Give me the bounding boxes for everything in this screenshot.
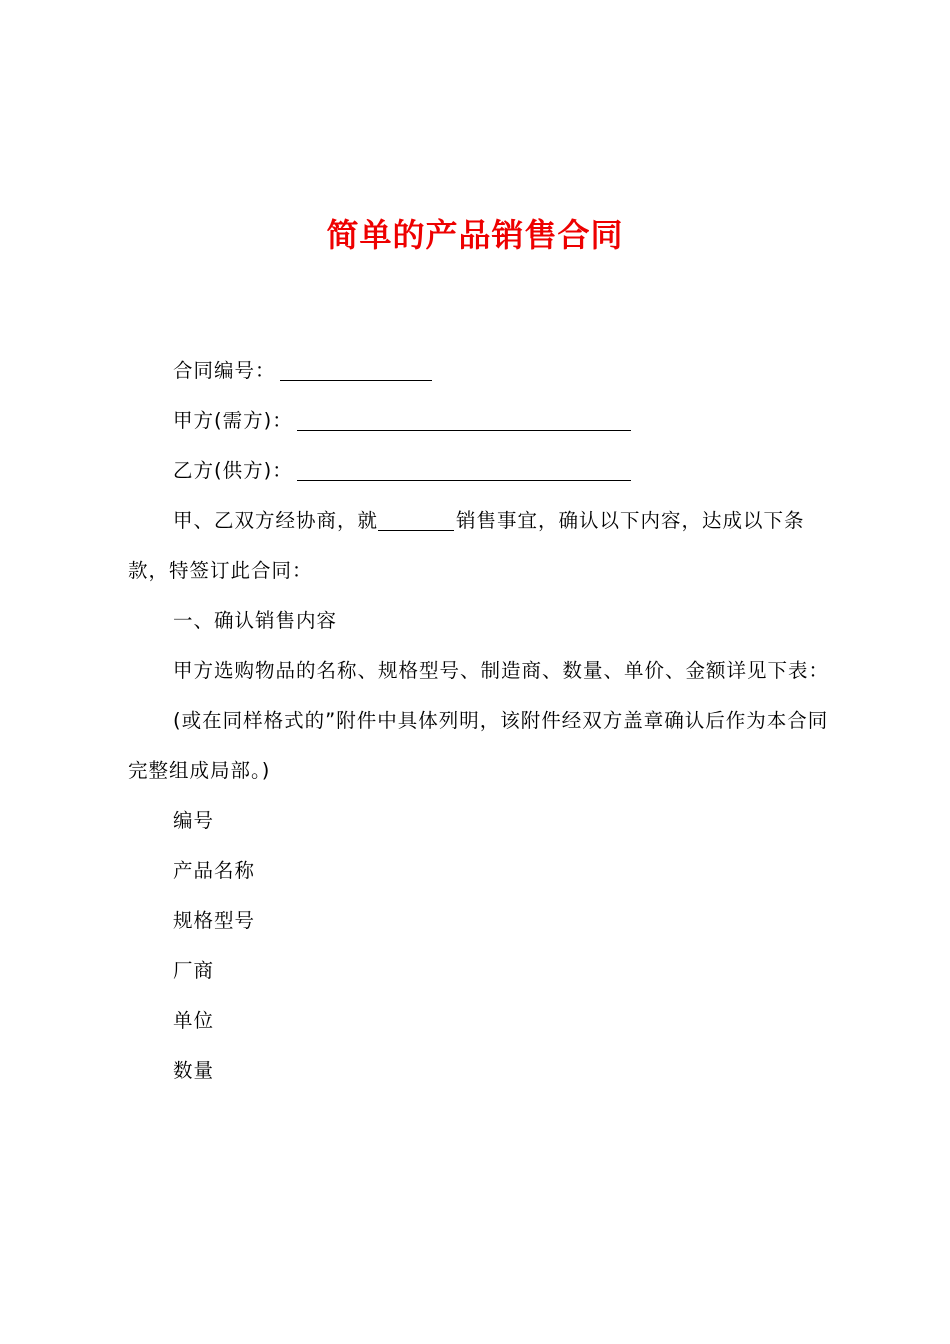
- table-header-manufacturer: 厂商: [173, 959, 215, 982]
- intro-paragraph: [128, 496, 838, 596]
- party-a-blank: [297, 406, 631, 431]
- paragraph-attachment-note: (或在同样格式的”附件中具体列明，该附件经双方盖章确认后作为本合同完整组成局部。): [128, 709, 829, 782]
- party-b-label: 乙方(供方)：: [173, 459, 293, 482]
- product-blank: [378, 506, 454, 531]
- party-a-line: [128, 396, 838, 446]
- party-a-label: 甲方(需方)：: [173, 409, 293, 432]
- table-header-quantity: 数量: [173, 1059, 215, 1082]
- party-b-line: [128, 446, 838, 496]
- party-b-blank: [297, 456, 631, 481]
- intro-text-part2: 销售事宜，确认以下内容，达成以下条款，特签订此合同：: [128, 509, 805, 582]
- paragraph-product-details: 甲方选购物品的名称、规格型号、制造商、数量、单价、金额详见下表：: [173, 659, 830, 682]
- table-header-number: 编号: [173, 809, 215, 832]
- table-header-product-name: 产品名称: [173, 859, 256, 882]
- table-header-unit: 单位: [173, 1009, 215, 1032]
- document-body: [128, 346, 838, 1096]
- table-header-spec-model: 规格型号: [173, 909, 256, 932]
- document-title: 简单的产品销售合同: [326, 216, 624, 254]
- contract-number-blank: [280, 356, 432, 381]
- intro-text-part1: 甲、乙双方经协商，就: [173, 509, 379, 532]
- contract-number-line: [128, 346, 838, 396]
- section-heading: 一、确认销售内容: [173, 609, 338, 632]
- contract-number-label: 合同编号：: [173, 359, 276, 382]
